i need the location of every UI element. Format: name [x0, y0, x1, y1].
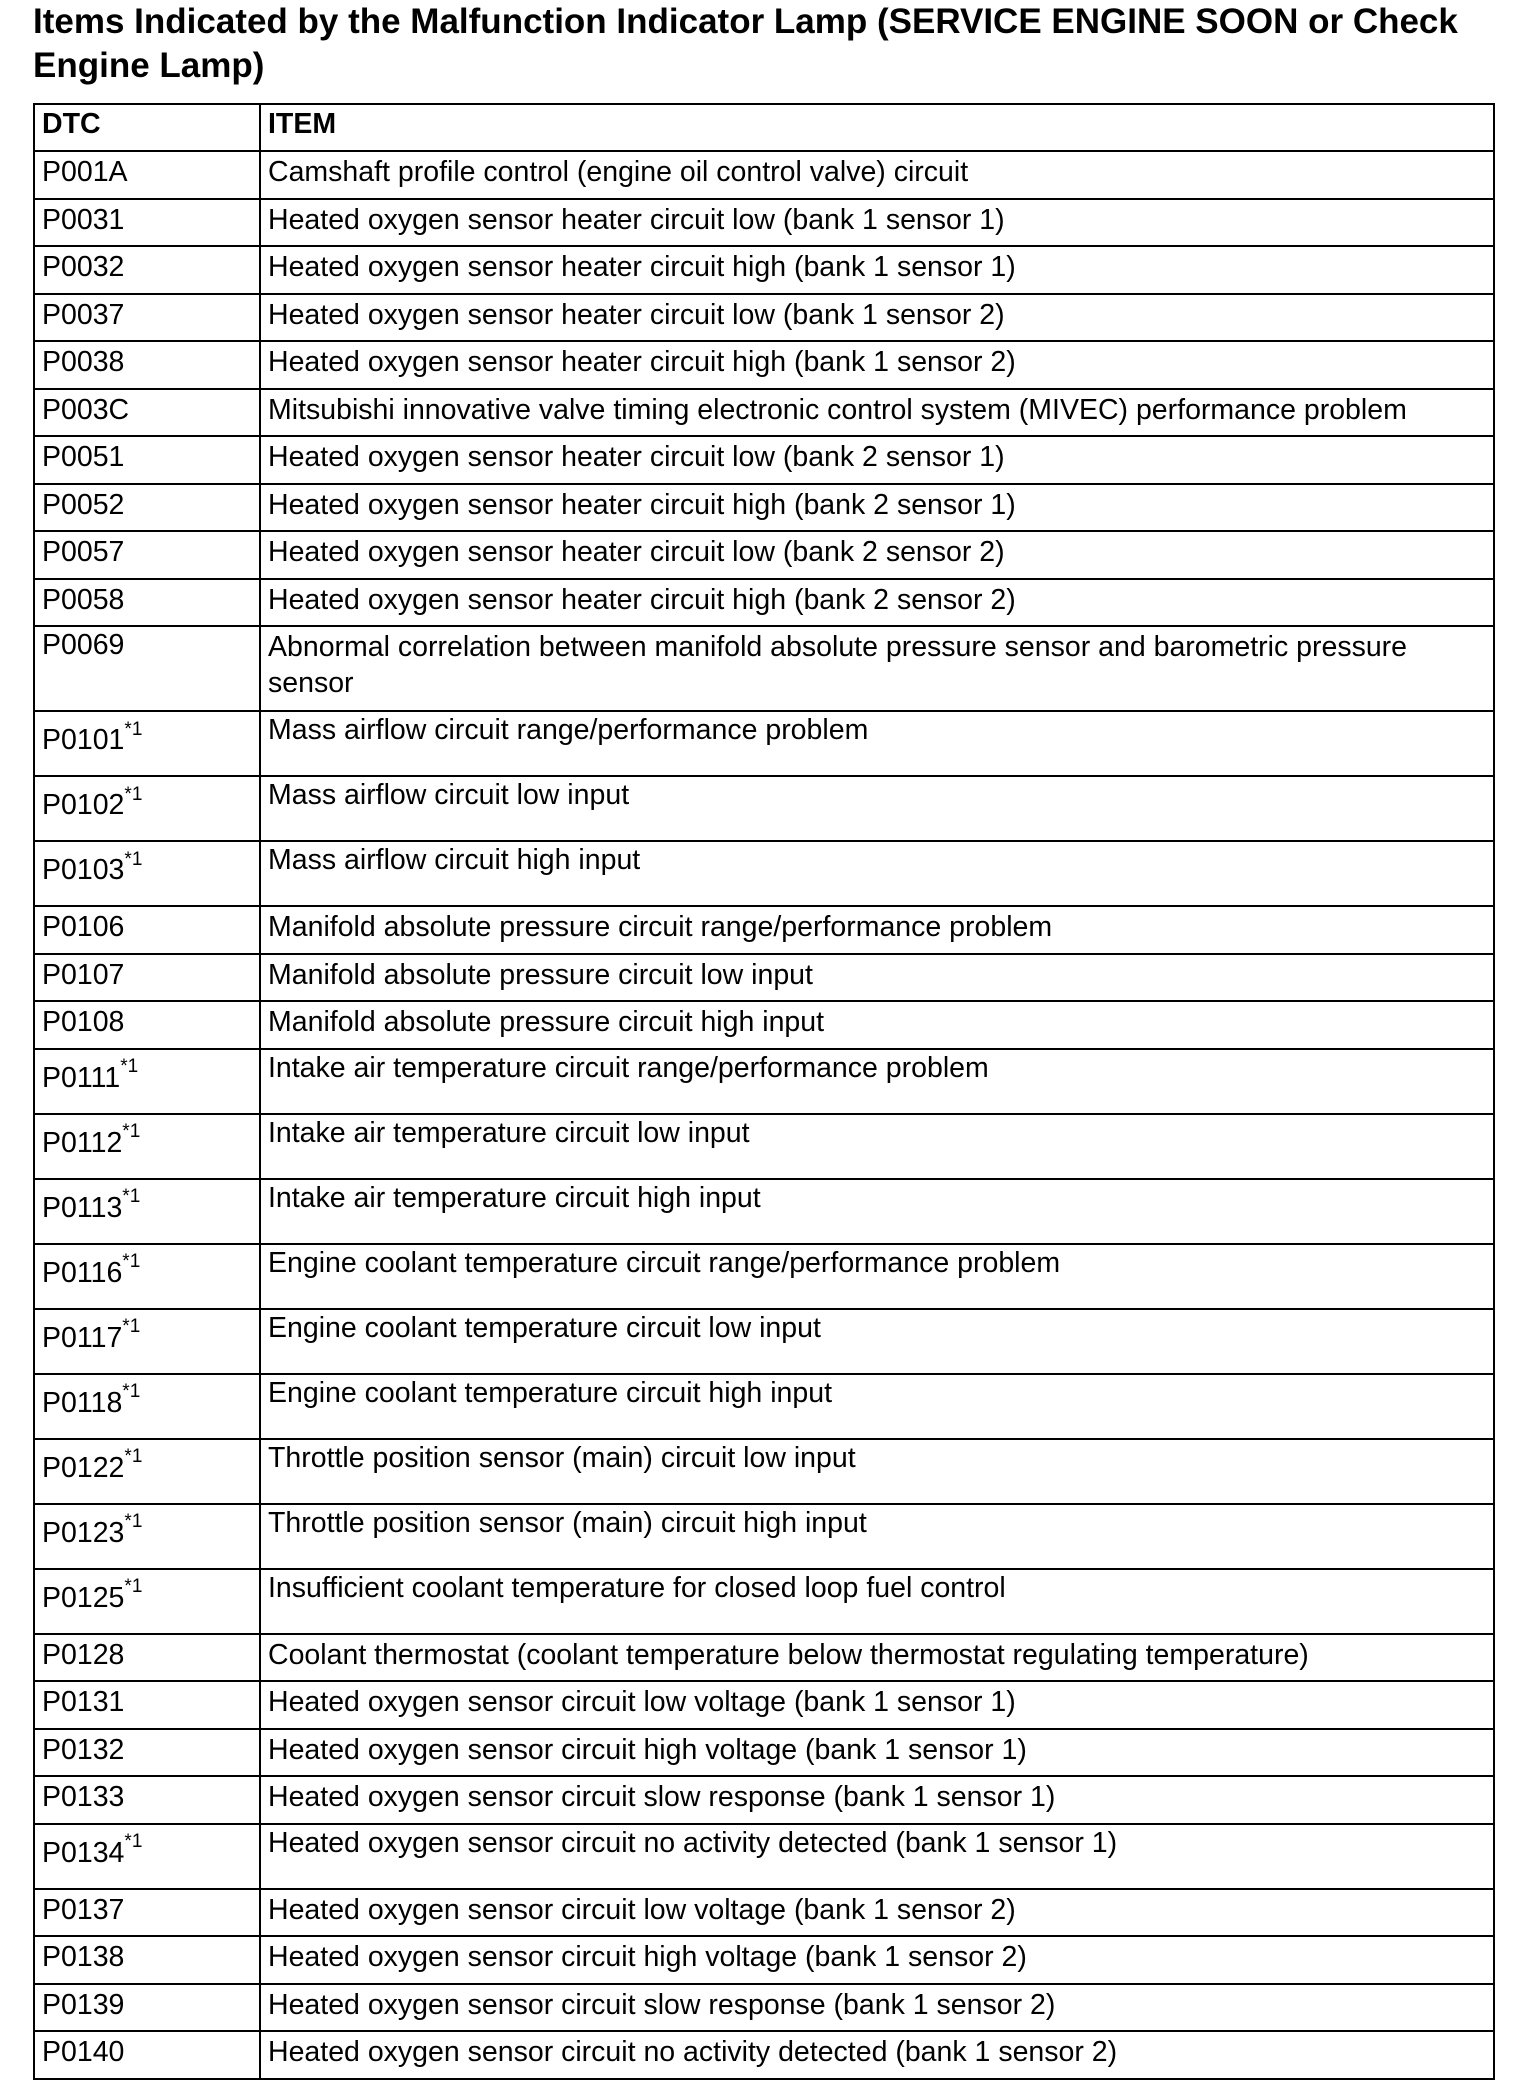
table-row	[34, 906, 1494, 954]
dtc-code-cell	[34, 1984, 260, 2032]
dtc-item-description: Heated oxygen sensor circuit no activity detected (bank 1 sensor 2)	[260, 2031, 1494, 2079]
dtc-item-description: Heated oxygen sensor heater circuit low (bank 1 sensor 1)	[260, 199, 1494, 247]
dtc-code: P0106	[42, 911, 125, 943]
dtc-code-cell	[34, 1569, 260, 1634]
dtc-code: P0112	[42, 1126, 123, 1159]
dtc-item-description: Heated oxygen sensor circuit low voltage (bank 1 sensor 2)	[260, 1889, 1494, 1937]
dtc-code-cell	[34, 1114, 260, 1179]
dtc-code-cell	[34, 199, 260, 247]
table-row	[34, 151, 1494, 199]
footnote-marker: *1	[124, 1831, 143, 1852]
table-row	[34, 199, 1494, 247]
table-row	[34, 1824, 1494, 1889]
dtc-item-description: Engine coolant temperature circuit low input	[260, 1309, 1494, 1374]
dtc-item-description: Heated oxygen sensor circuit no activity detected (bank 1 sensor 1)	[260, 1824, 1494, 1889]
dtc-item-description: Manifold absolute pressure circuit high input	[260, 1001, 1494, 1049]
table-row	[34, 1776, 1494, 1824]
dtc-item-description: Engine coolant temperature circuit range/performance problem	[260, 1244, 1494, 1309]
dtc-item-description: Heated oxygen sensor heater circuit high (bank 1 sensor 1)	[260, 246, 1494, 294]
dtc-item-description: Insufficient coolant temperature for closed loop fuel control	[260, 1569, 1494, 1634]
dtc-code-cell	[34, 954, 260, 1002]
dtc-code-cell	[34, 1179, 260, 1244]
dtc-item-description: Heated oxygen sensor heater circuit high (bank 2 sensor 1)	[260, 484, 1494, 532]
dtc-code: P0111	[42, 1061, 121, 1094]
dtc-code-cell	[34, 484, 260, 532]
dtc-code: P0122	[42, 1451, 125, 1484]
dtc-code: P0108	[42, 1006, 125, 1038]
footnote-marker: *1	[122, 1381, 141, 1402]
dtc-item-description: Mass airflow circuit low input	[260, 776, 1494, 841]
table-row	[34, 436, 1494, 484]
dtc-item-description: Camshaft profile control (engine oil control valve) circuit	[260, 151, 1494, 199]
table-row	[34, 626, 1494, 711]
table-row	[34, 1504, 1494, 1569]
dtc-code-cell	[34, 1776, 260, 1824]
dtc-item-description: Engine coolant temperature circuit high input	[260, 1374, 1494, 1439]
dtc-item-description: Heated oxygen sensor heater circuit high (bank 2 sensor 2)	[260, 579, 1494, 627]
dtc-table-body	[34, 151, 1494, 2079]
dtc-code-cell	[34, 1439, 260, 1504]
dtc-code: P0057	[42, 536, 125, 568]
dtc-code: P0051	[42, 441, 125, 473]
footnote-marker: *1	[124, 1576, 143, 1597]
dtc-item-description: Heated oxygen sensor heater circuit low (bank 2 sensor 2)	[260, 531, 1494, 579]
dtc-item-description: Heated oxygen sensor circuit slow response (bank 1 sensor 1)	[260, 1776, 1494, 1824]
table-row	[34, 294, 1494, 342]
table-header-row	[34, 104, 1494, 151]
dtc-code: P0107	[42, 958, 125, 991]
dtc-code: P0037	[42, 298, 125, 331]
table-row	[34, 484, 1494, 532]
table-row	[34, 1309, 1494, 1374]
table-row	[34, 1439, 1494, 1504]
dtc-item-description: Heated oxygen sensor circuit high voltage (bank 1 sensor 2)	[260, 1936, 1494, 1984]
document-page	[33, 0, 1493, 2068]
dtc-item-description: Intake air temperature circuit range/performance problem	[260, 1049, 1494, 1114]
table-row	[34, 246, 1494, 294]
dtc-code: P0123	[42, 1516, 125, 1549]
table-row	[34, 341, 1494, 389]
dtc-code-cell	[34, 906, 260, 954]
dtc-code-cell	[34, 1681, 260, 1729]
table-row	[34, 1049, 1494, 1114]
column-header-item: ITEM	[260, 104, 1494, 151]
dtc-code: P0133	[42, 1781, 125, 1813]
dtc-item-description: Manifold absolute pressure circuit low input	[260, 954, 1494, 1002]
footnote-marker: *1	[124, 848, 143, 870]
footnote-marker: *1	[120, 1056, 139, 1077]
dtc-code-cell	[34, 1824, 260, 1889]
dtc-code-cell	[34, 1244, 260, 1309]
dtc-code: P0125	[42, 1581, 125, 1614]
footnote-marker: *1	[124, 1446, 143, 1467]
dtc-code: P0134	[42, 1836, 125, 1869]
table-row	[34, 531, 1494, 579]
dtc-code: P0128	[42, 1638, 125, 1671]
table-row	[34, 1569, 1494, 1634]
dtc-code: P0116	[42, 1256, 123, 1289]
dtc-code-cell	[34, 1634, 260, 1682]
dtc-code: P0031	[42, 203, 125, 236]
dtc-item-description: Heated oxygen sensor circuit high voltage (bank 1 sensor 1)	[260, 1729, 1494, 1777]
table-row	[34, 1984, 1494, 2032]
dtc-code-cell	[34, 294, 260, 342]
table-row	[34, 579, 1494, 627]
table-row	[34, 1001, 1494, 1049]
table-row	[34, 1889, 1494, 1937]
dtc-code-cell	[34, 1729, 260, 1777]
footnote-marker: *1	[124, 718, 143, 740]
footnote-marker: *1	[124, 783, 143, 805]
column-header-dtc: DTC	[34, 104, 260, 151]
dtc-code: P0117	[42, 1321, 123, 1354]
dtc-code: P0103	[42, 854, 125, 886]
dtc-code: P003C	[42, 393, 130, 426]
table-row	[34, 2031, 1494, 2079]
dtc-item-description: Heated oxygen sensor heater circuit low (bank 2 sensor 1)	[260, 436, 1494, 484]
dtc-item-description: Intake air temperature circuit low input	[260, 1114, 1494, 1179]
dtc-code-cell	[34, 1001, 260, 1049]
dtc-item-description: Heated oxygen sensor circuit low voltage (bank 1 sensor 1)	[260, 1681, 1494, 1729]
dtc-item-description: Throttle position sensor (main) circuit high input	[260, 1504, 1494, 1569]
dtc-item-description: Mass airflow circuit high input	[260, 841, 1494, 906]
dtc-code-cell	[34, 1309, 260, 1374]
dtc-code-cell	[34, 1374, 260, 1439]
table-row	[34, 1729, 1494, 1777]
dtc-item-description: Mass airflow circuit range/performance problem	[260, 711, 1494, 776]
dtc-code-cell	[34, 579, 260, 627]
footnote-marker: *1	[124, 1511, 143, 1532]
footnote-marker: *1	[122, 1186, 141, 1207]
dtc-code-cell	[34, 436, 260, 484]
dtc-item-description: Heated oxygen sensor circuit slow response (bank 1 sensor 2)	[260, 1984, 1494, 2032]
dtc-code-cell	[34, 1504, 260, 1569]
dtc-code: P0102	[42, 789, 125, 821]
dtc-code: P0069	[42, 629, 125, 661]
dtc-code: P0138	[42, 1941, 125, 1973]
dtc-code-cell	[34, 1889, 260, 1937]
table-row	[34, 1681, 1494, 1729]
footnote-marker: *1	[122, 1251, 141, 1272]
dtc-item-description: Heated oxygen sensor heater circuit high (bank 1 sensor 2)	[260, 341, 1494, 389]
table-row	[34, 1114, 1494, 1179]
dtc-code-cell	[34, 711, 260, 776]
dtc-item-description: Throttle position sensor (main) circuit low input	[260, 1439, 1494, 1504]
dtc-code-cell	[34, 341, 260, 389]
dtc-code: P0113	[42, 1191, 123, 1224]
table-row	[34, 711, 1494, 776]
dtc-code-cell	[34, 841, 260, 906]
table-row	[34, 1634, 1494, 1682]
dtc-code: P0137	[42, 1893, 125, 1926]
table-row	[34, 776, 1494, 841]
page-title: Items Indicated by the Malfunction Indicator Lamp (SERVICE ENGINE SOON or Check Engine Lamp)	[33, 2, 1458, 85]
dtc-code: P0052	[42, 488, 125, 521]
footnote-marker: *1	[122, 1121, 141, 1142]
dtc-code-cell	[34, 776, 260, 841]
dtc-code: P0131	[42, 1686, 125, 1718]
table-row	[34, 841, 1494, 906]
table-row	[34, 1244, 1494, 1309]
dtc-code-cell	[34, 151, 260, 199]
dtc-code-cell	[34, 626, 260, 711]
dtc-code-cell	[34, 389, 260, 437]
dtc-item-description: Mitsubishi innovative valve timing electronic control system (MIVEC) performance problem	[260, 389, 1494, 437]
dtc-code-cell	[34, 1049, 260, 1114]
footnote-marker: *1	[122, 1316, 141, 1337]
dtc-item-description: Manifold absolute pressure circuit range/performance problem	[260, 906, 1494, 954]
dtc-code-cell	[34, 246, 260, 294]
dtc-code: P0101	[42, 724, 125, 756]
dtc-table	[33, 103, 1495, 2080]
dtc-code: P0032	[42, 251, 125, 283]
dtc-code: P0139	[42, 1988, 125, 2021]
dtc-code: P0118	[42, 1386, 123, 1419]
dtc-item-description: Intake air temperature circuit high input	[260, 1179, 1494, 1244]
dtc-code: P0132	[42, 1733, 125, 1766]
table-row	[34, 389, 1494, 437]
dtc-item-description: Coolant thermostat (coolant temperature below thermostat regulating temperature)	[260, 1634, 1494, 1682]
dtc-code: P0058	[42, 583, 125, 616]
table-row	[34, 954, 1494, 1002]
dtc-code-cell	[34, 2031, 260, 2079]
dtc-code: P001A	[42, 156, 128, 188]
dtc-item-description: Abnormal correlation between manifold absolute pressure sensor and barometric pressure sensor	[260, 626, 1494, 711]
dtc-item-description: Heated oxygen sensor heater circuit low (bank 1 sensor 2)	[260, 294, 1494, 342]
table-row	[34, 1374, 1494, 1439]
dtc-code-cell	[34, 531, 260, 579]
table-row	[34, 1179, 1494, 1244]
dtc-code: P0038	[42, 346, 125, 378]
dtc-code: P0140	[42, 2036, 125, 2068]
